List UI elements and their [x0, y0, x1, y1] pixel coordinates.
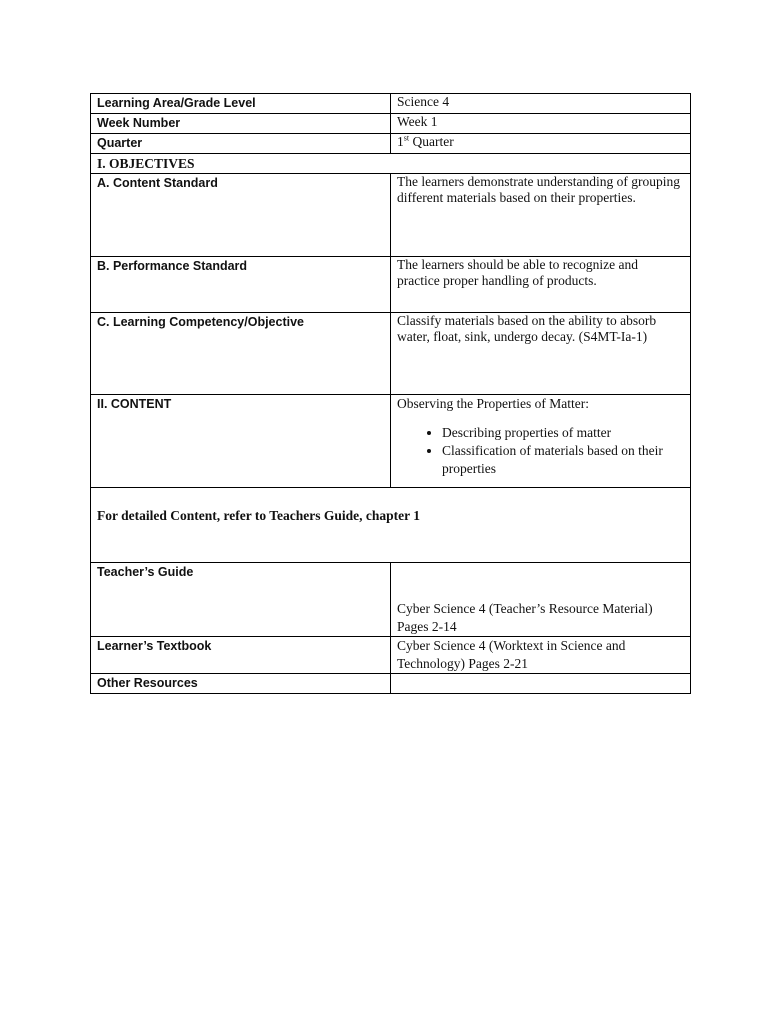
- detailed-content-note: For detailed Content, refer to Teachers Guide, chapter 1: [91, 488, 691, 563]
- other-resources-value: [391, 674, 691, 694]
- teachers-guide-cell: [391, 563, 691, 637]
- learners-textbook-label: Learner’s Textbook: [91, 637, 391, 674]
- content-label: II. CONTENT: [91, 395, 391, 488]
- performance-standard-label: B. Performance Standard: [91, 257, 391, 313]
- competency-label: C. Learning Competency/Objective: [91, 313, 391, 395]
- table-row: [91, 257, 691, 313]
- quarter-label: Quarter: [91, 134, 391, 154]
- table-row: [91, 313, 691, 395]
- objectives-heading: I. OBJECTIVES: [91, 154, 691, 174]
- learners-textbook-value: Cyber Science 4 (Worktext in Science and Technology) Pages 2-21: [391, 637, 691, 674]
- teachers-guide-label: Teacher’s Guide: [91, 563, 391, 637]
- learning-area-value: Science 4: [391, 94, 691, 114]
- table-row: [91, 674, 691, 694]
- quarter-text: Quarter: [409, 134, 454, 149]
- quarter-number: 1: [397, 134, 404, 149]
- list-item: • Describing properties of matter: [442, 424, 684, 442]
- table-row: [91, 395, 691, 488]
- other-resources-label: Other Resources: [91, 674, 391, 694]
- content-standard-label: A. Content Standard: [91, 174, 391, 257]
- list-item: • Classification of materials based on their properties: [442, 442, 684, 478]
- quarter-ordinal: st: [403, 133, 410, 143]
- content-standard-value: The learners demonstrate understanding of grouping different materials based on their properties.: [391, 174, 691, 257]
- table-row: [91, 114, 691, 134]
- lesson-plan-table: [90, 93, 691, 694]
- content-intro: Observing the Properties of Matter:: [397, 396, 589, 411]
- table-row: [91, 174, 691, 257]
- teachers-guide-value: Cyber Science 4 (Teacher’s Resource Material) Pages 2-14: [397, 601, 653, 634]
- table-row: [91, 94, 691, 114]
- table-row: [91, 488, 691, 563]
- content-bullet-list: [397, 424, 684, 478]
- performance-standard-value: The learners should be able to recognize and practice proper handling of products.: [391, 257, 691, 313]
- week-number-label: Week Number: [91, 114, 391, 134]
- competency-value: Classify materials based on the ability to absorb water, float, sink, undergo decay. (S4MT-Ia-1): [391, 313, 691, 395]
- table-row: [91, 637, 691, 674]
- table-row: [91, 563, 691, 637]
- learning-area-label: Learning Area/Grade Level: [91, 94, 391, 114]
- quarter-value: [391, 134, 691, 154]
- table-row: [91, 134, 691, 154]
- week-number-value: Week 1: [391, 114, 691, 134]
- content-value: [391, 395, 691, 488]
- table-row: [91, 154, 691, 174]
